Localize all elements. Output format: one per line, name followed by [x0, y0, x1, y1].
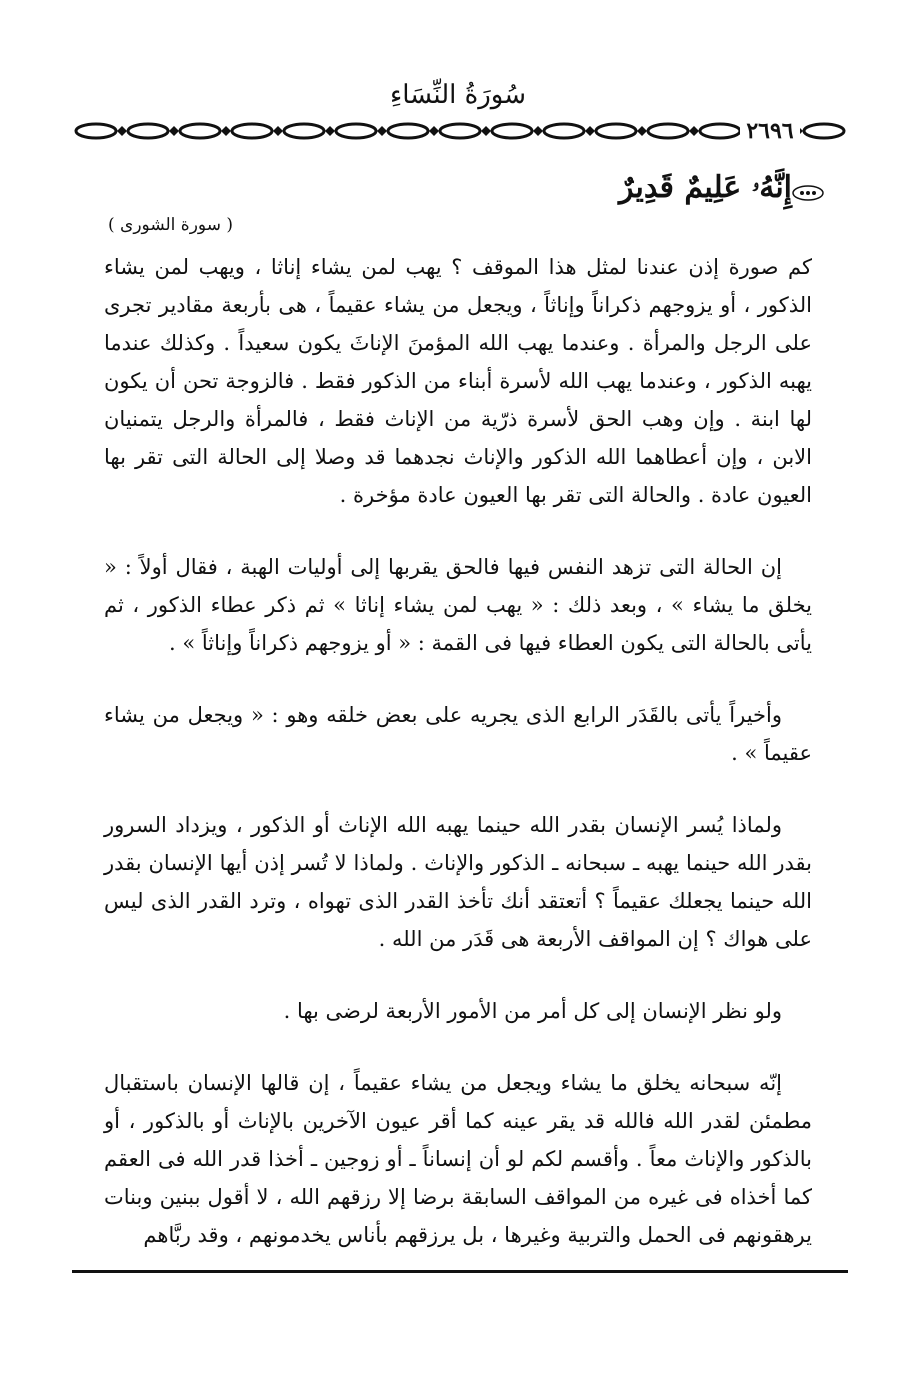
paragraph: إنّه سبحانه يخلق ما يشاء ويجعل من يشاء عقيماً ، إن قالها الإنسان باستقبال مطمئن لقدر الله فالله قد يقر عينه كما أقر عيون الآخرين بالإناث أو بالذكور ، أو بالذكور والإناث معاً . وأقسم لكم لو أن إنساناً ـ أو زوجين ـ أخذا قدر الله فى العقم كما أخذاه فى غيره من المواقف السابقة برضا إلا رزقهم الله ، لا أقول ببنين وبنات يرهقونهم فى الحمل والتربية وغيرها ، بل يرزقهم بأناس يخدمونهم ، وقد ربَّاهم [104, 1071, 812, 1247]
bottom-rule [72, 1270, 848, 1273]
ornamental-border [74, 118, 846, 144]
paragraph: كم صورة إذن عندنا لمثل هذا الموقف ؟ يهب لمن يشاء إناثا ، ويهب لمن يشاء الذكور ، أو يزوجهم ذكراناً وإناثاً ، ويجعل من يشاء عقيماً ، هى بأربعة مقادير تجرى على الرجل والمرأة . وعندما يهب الله المؤمنَ الإناثَ يكون سعيداً . وكذلك عندما يهبه الذكور ، وعندما يهب الله لأسرة أبناء من الذكور فقط . فالزوجة تحن أن يكون لها ابنة . وإن وهب الحق لأسرة ذرّية من الإناث فقط ، فالمرأة والرجل يتمنيان الابن ، وإن أعطاهما الله الذكور والإناث نجدهما قد وصلا إلى الحالة التى تقر بها العيون عادة . والحالة التى تقر بها العيون عادة مؤخرة . [104, 255, 812, 507]
ayah-number-ornament-icon [790, 184, 826, 202]
paragraph: ولماذا يُسر الإنسان بقدر الله حينما يهبه الله الإناث أو الذكور ، ويزداد السرور بقدر الله حينما يهبه ـ سبحانه ـ الذكور والإناث . ولماذا لا تُسر إذن أيها الإنسان بقدر الله حينما يجعلك عقيماً ؟ أتعتقد أنك تأخذ القدر الذى تهواه ، وترد القدر الذى ليس على هواك ؟ إن المواقف الأربعة هى قَدَر من الله . [104, 813, 812, 951]
surah-title: سُورَةُ النِّسَاءِ [390, 80, 526, 110]
paragraph: ولو نظر الإنسان إلى كل أمر من الأمور الأربعة لرضى بها . [283, 999, 782, 1023]
verse-text: إِنَّهُۥ عَلِيمٌ قَدِيرٌ [619, 170, 792, 205]
paragraph: وأخيراً يأتى بالقَدَر الرابع الذى يجريه على بعض خلقه وهو : « ويجعل من يشاء عقيماً » . [104, 703, 812, 765]
body-text [104, 248, 812, 1288]
page-number: ٢٦٩٦ [740, 118, 800, 144]
paragraph: إن الحالة التى تزهد النفس فيها فالحق يقربها إلى أوليات الهبة ، فقال أولاً : « يخلق ما يشاء » ، وبعد ذلك : « يهب لمن يشاء إناثا » ثم ذكر عطاء الذكور ، ثم يأتى بالحالة التى يكون العطاء فيها فى القمة : « أو يزوجهم ذكراناً وإناثاً » . [104, 555, 812, 655]
source-label: ( سورة الشورى ) [108, 215, 233, 235]
